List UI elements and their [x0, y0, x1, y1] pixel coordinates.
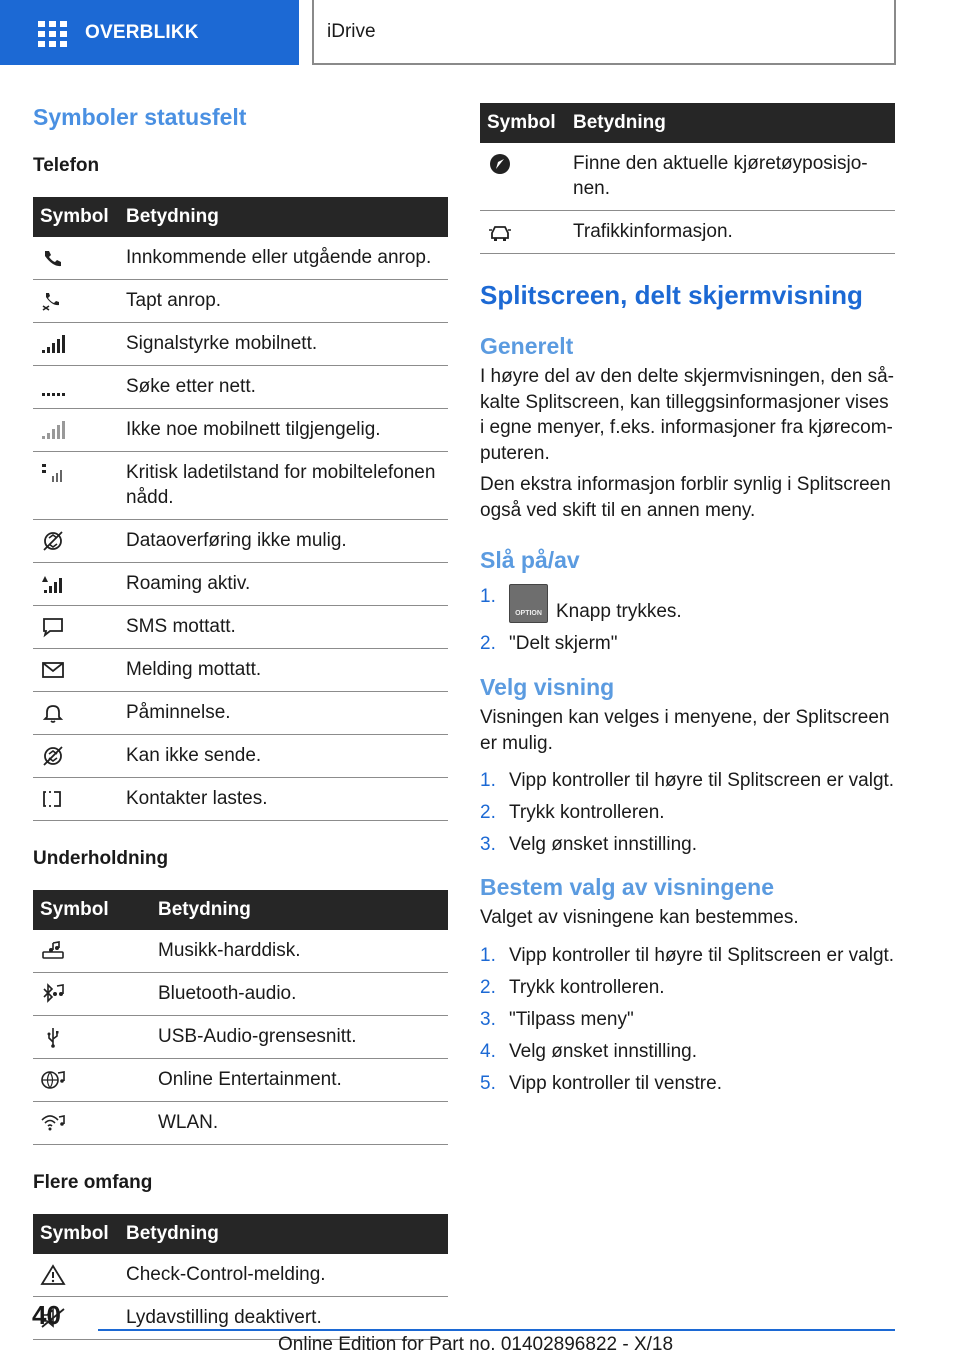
step-number: 2. [480, 802, 496, 823]
col-meaning: Betydning [119, 197, 448, 237]
step-text: Vipp kontroller til venstre. [509, 1072, 722, 1094]
row-meaning: Kritisk ladetilstand for mobiltelefonen nådd. [119, 452, 448, 520]
footer-divider [98, 1329, 895, 1331]
row-meaning: Musikk-harddisk. [151, 930, 448, 973]
table-row [33, 366, 448, 409]
bluetooth-audio-icon [40, 983, 66, 1005]
col-symbol: Symbol [480, 103, 566, 143]
table-row [33, 1102, 448, 1145]
online-entertainment-icon [40, 1069, 66, 1091]
sla-heading: Slå på/av [480, 547, 580, 573]
table-row [33, 1059, 448, 1102]
bestem-steps [480, 943, 895, 1096]
step-text: Vipp kontroller til høyre til Splitscreen er valgt. [509, 944, 895, 966]
navigation-position-icon [487, 153, 513, 175]
velg-steps [480, 768, 895, 857]
step-text: Vipp kontroller til høyre til Splitscreen er valgt. [509, 770, 895, 791]
list-item [480, 1039, 895, 1064]
no-data-icon [40, 530, 66, 552]
bell-icon [40, 702, 66, 724]
step-number: 3. [480, 834, 496, 855]
row-meaning: Ikke noe mobilnett tilgjengelig. [119, 409, 448, 452]
list-item [480, 1007, 895, 1032]
roaming-icon [40, 573, 66, 595]
col-meaning: Betydning [119, 1214, 448, 1254]
row-meaning: Bluetooth-audio. [151, 973, 448, 1016]
list-item [480, 832, 895, 857]
list-item [480, 800, 895, 825]
col-symbol: Symbol [33, 197, 119, 237]
col-symbol: Symbol [33, 1214, 119, 1254]
table-row [480, 143, 895, 211]
row-meaning: Kontakter lastes. [119, 778, 448, 821]
row-meaning: SMS mottatt. [119, 606, 448, 649]
table-row [480, 211, 895, 254]
right-column [480, 103, 895, 1103]
step-number: 3. [480, 1008, 496, 1030]
row-meaning: USB-Audio-grensesnitt. [151, 1016, 448, 1059]
row-meaning: Signalstyrke mobilnett. [119, 323, 448, 366]
signal-bars-icon [40, 333, 66, 355]
wlan-icon [40, 1112, 66, 1134]
underholdning-table [33, 890, 448, 1145]
sms-icon [40, 616, 66, 638]
battery-critical-icon [40, 462, 66, 484]
generelt-paragraph-2: Den ekstra informasjon forblir synlig i Splitscreen også ved skift til en annen meny. [480, 474, 891, 521]
step-text: Trykk kontrolleren. [509, 976, 665, 998]
section-title: Symboler statusfelt [33, 104, 247, 130]
step-number: 4. [480, 1040, 496, 1062]
row-meaning: Check-Control-melding. [119, 1254, 448, 1297]
table-row [33, 237, 448, 280]
generelt-heading: Generelt [480, 333, 574, 359]
table-row [33, 1254, 448, 1297]
col-symbol: Symbol [33, 890, 151, 930]
row-meaning: Påminnelse. [119, 692, 448, 735]
sla-steps [480, 584, 895, 656]
phone-call-icon [40, 247, 66, 269]
step-number: 1. [480, 944, 496, 966]
step-text: "Tilpass meny" [509, 1008, 634, 1030]
list-item [480, 975, 895, 1000]
list-item [480, 943, 895, 968]
flere-heading: Flere omfang [33, 1172, 153, 1193]
warning-icon [40, 1264, 66, 1286]
step-text: Velg ønsket innstilling. [509, 834, 697, 855]
page-number: 40 [32, 1300, 61, 1330]
left-column [33, 100, 448, 1340]
option-button-icon: OPTION [509, 584, 548, 623]
usb-icon [40, 1026, 66, 1048]
table-row [33, 649, 448, 692]
generelt-paragraph-1: I høyre del av den delte skjermvisningen, den så-kalte Splitscreen, kan tilleggsinformasjoner vises i egne menyer, f.eks. informasjoner fra kjørecom-puteren. [480, 366, 894, 464]
position-table [480, 103, 895, 254]
row-meaning: Lydavstilling deaktivert. [119, 1297, 448, 1340]
row-meaning: Tapt anrop. [119, 280, 448, 323]
overview-tab[interactable] [0, 0, 299, 65]
grid-menu-icon [38, 21, 67, 45]
table-row [33, 778, 448, 821]
overview-label: OVERBLIKK [85, 21, 199, 43]
list-item [480, 1071, 895, 1096]
step-text: Trykk kontrolleren. [509, 802, 665, 823]
col-meaning: Betydning [151, 890, 448, 930]
row-meaning: Søke etter nett. [119, 366, 448, 409]
flere-table [33, 1214, 448, 1340]
row-meaning: Roaming aktiv. [119, 563, 448, 606]
row-meaning: Innkommende eller utgående anrop. [119, 237, 448, 280]
row-meaning: Kan ikke sende. [119, 735, 448, 778]
telefon-table [33, 197, 448, 821]
cannot-send-icon [40, 745, 66, 767]
velg-intro: Visningen kan velges i menyene, der Splitscreen er mulig. [480, 707, 890, 754]
step-number: 5. [480, 1072, 496, 1094]
table-row [33, 563, 448, 606]
table-row [33, 692, 448, 735]
missed-call-icon [40, 290, 66, 312]
row-meaning: Melding mottatt. [119, 649, 448, 692]
row-meaning: Dataoverføring ikke mulig. [119, 520, 448, 563]
step-text: Velg ønsket innstilling. [509, 1040, 697, 1062]
table-row [33, 973, 448, 1016]
chapter-header [312, 0, 896, 65]
col-meaning: Betydning [566, 103, 895, 143]
row-meaning: WLAN. [151, 1102, 448, 1145]
table-row [33, 606, 448, 649]
splitscreen-title: Splitscreen, delt skjermvisning [480, 280, 863, 310]
table-row [33, 323, 448, 366]
step-number: 2. [480, 976, 496, 998]
underholdning-heading: Underholdning [33, 848, 169, 869]
music-harddisk-icon [40, 940, 66, 962]
table-row [33, 735, 448, 778]
row-meaning: Trafikkinformasjon. [566, 211, 895, 254]
table-row [33, 280, 448, 323]
list-item: 2. "Delt skjerm" [480, 633, 618, 654]
table-row [33, 1016, 448, 1059]
traffic-info-icon [487, 221, 513, 243]
mail-icon [40, 659, 66, 681]
step-number: 1. [480, 770, 496, 791]
footer-edition: Online Edition for Part no. 01402896822 - X/18 [278, 1334, 674, 1355]
table-row [33, 930, 448, 973]
list-item: 1. OPTION Knapp trykkes. [480, 586, 682, 622]
contacts-loading-icon [40, 788, 66, 810]
table-row [33, 452, 448, 520]
table-row [33, 520, 448, 563]
telefon-heading: Telefon [33, 155, 100, 176]
chapter-title: iDrive [327, 20, 376, 42]
searching-network-icon [40, 376, 66, 398]
row-meaning: Online Entertainment. [151, 1059, 448, 1102]
bestem-intro: Valget av visningene kan bestemmes. [480, 907, 799, 928]
no-network-icon [40, 419, 66, 441]
table-row [33, 409, 448, 452]
bestem-heading: Bestem valg av visningene [480, 874, 775, 900]
list-item [480, 768, 895, 793]
row-meaning: Finne den aktuelle kjøretøyposisjo-nen. [566, 143, 895, 211]
velg-heading: Velg visning [480, 674, 615, 700]
